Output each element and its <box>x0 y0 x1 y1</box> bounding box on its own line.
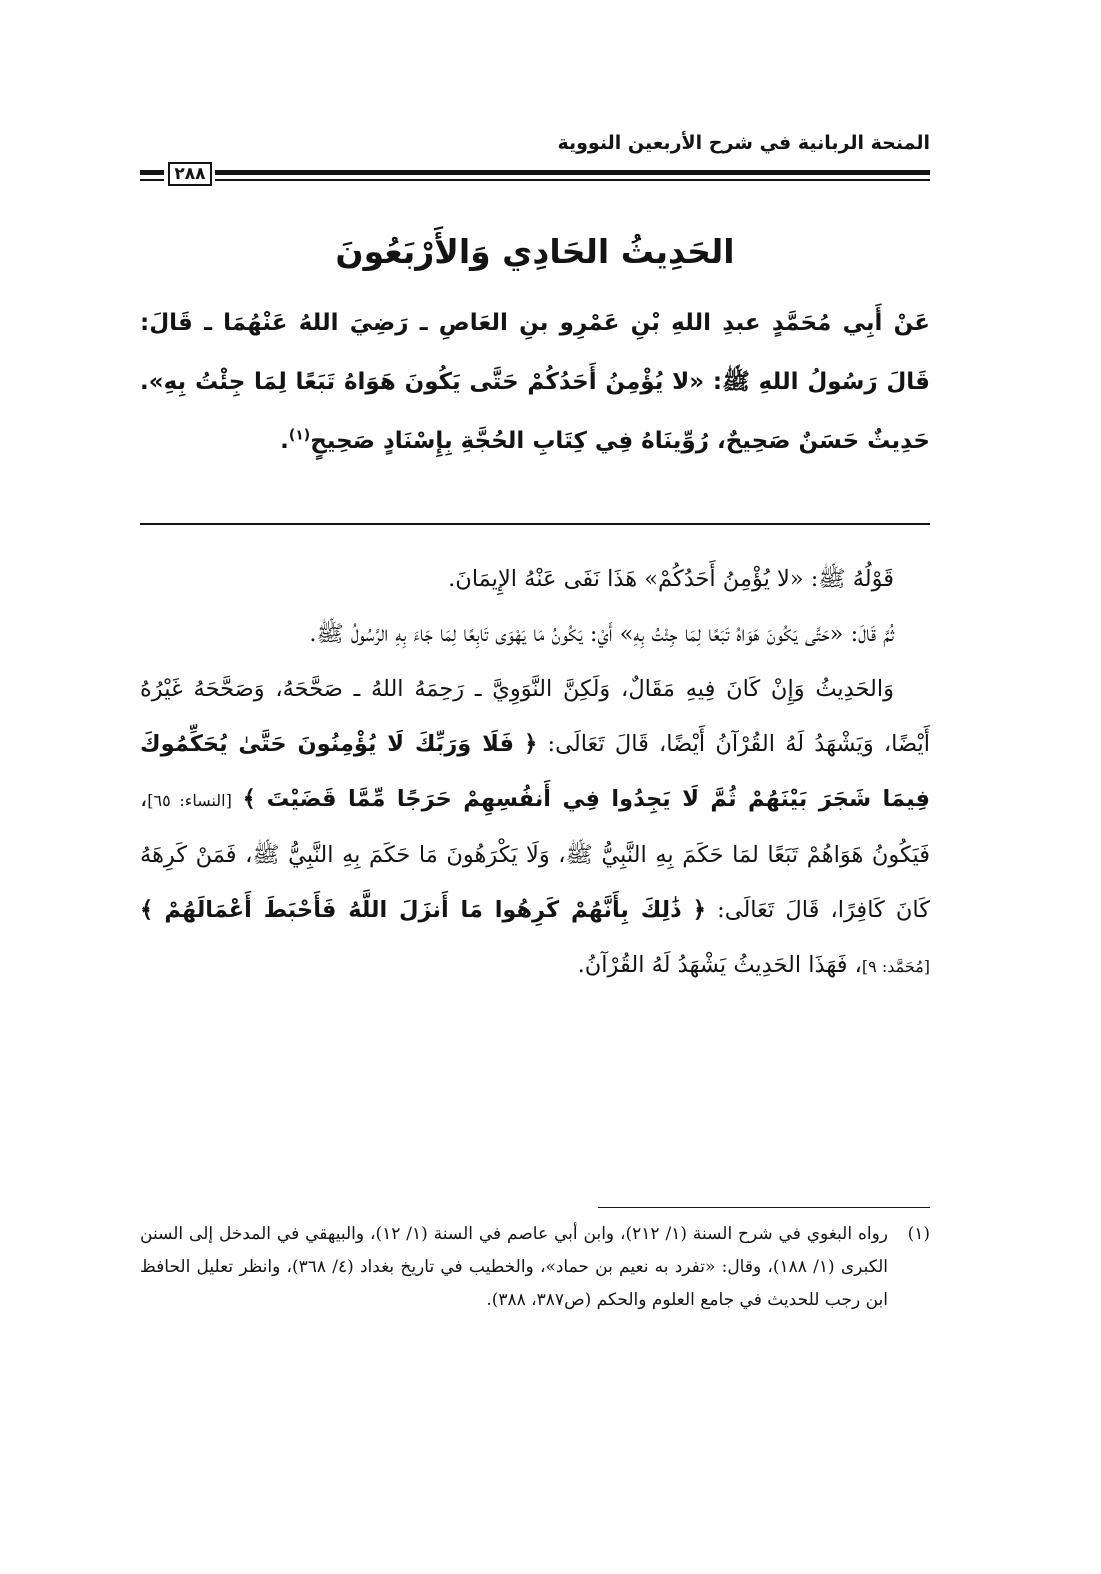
commentary <box>140 552 930 994</box>
verse-reference-1: [النساء: ٦٥] <box>147 791 232 810</box>
quran-bracket-open-1: ﴿ <box>524 731 538 757</box>
commentary-paragraph-2: ثُمَّ قَالَ: «حَتَّى يَكُونَ هَوَاهُ تَبَعًا لِمَا جِئْتُ بِهِ» أَيْ: يَكُونُ مَا يَهْوَى تَابِعًا لِمَا جَاءَ بِهِ الرَّسُولُ ﷺ. <box>309 621 894 647</box>
quran-verse-muhammad-9: ذَٰلِكَ بِأَنَّهُمْ كَرِهُوا مَا أَنزَلَ اللَّهُ فَأَحْبَطَ أَعْمَالَهُمْ <box>164 897 682 923</box>
header-rule-thick <box>215 170 930 175</box>
hadith-title: الحَدِيثُ الحَادِي وَالأَرْبَعُونَ <box>335 232 735 271</box>
footnote-separator <box>598 1207 930 1208</box>
header-rule-stub-thin <box>140 179 164 181</box>
commentary-text-3b: ، فَيَكُونُ هَوَاهُمْ تَبَعًا لمَا حَكَمَ بِهِ النَّبِيُّ ﷺ، وَلَا يَكْرَهُونَ مَا حَكَمَ بِهِ النَّبِيُّ ﷺ، فَمَنْ كَرِهَهُ كَانَ كَافِرًا، قَالَ تَعَالَى: <box>140 786 930 923</box>
footnote-1-text: رواه البغوي في شرح السنة (١/ ٢١٢)، وابن أبي عاصم في السنة (١/ ١٢)، والبيهقي في المدخل إلى السنن الكبرى (١/ ١٨٨)، وقال: «تفرد به نعيم بن حماد»، والخطيب في تاريخ بغداد (٤/ ٣٦٨)، وانظر تعليل الحافظ ابن رجب للحديث في جامع العلوم والحكم (ص٣٨٧، ٣٨٨). <box>140 1224 888 1310</box>
verse-reference-2: [مُحَمَّد: ٩] <box>861 957 930 976</box>
running-title: المنحة الربانية في شرح الأربعين النووية <box>557 132 930 154</box>
commentary-text-3c: ، فَهَذَا الحَدِيثُ يَشْهَدُ لَهُ القُرْآنُ. <box>577 952 862 978</box>
quran-bracket-close-2: ﴾ <box>140 897 154 923</box>
quran-bracket-open-2: ﴿ <box>692 897 706 923</box>
commentary-text-3a: وَالحَدِيثُ وَإِنْ كَانَ فِيهِ مَقَالٌ، وَلَكِنَّ النَّوَوِيَّ ـ رَحِمَهُ اللهُ ـ صَحَّحَهُ، وَصَحَّحَهُ غَيْرُهُ أَيْضًا، وَيَشْهَدُ لَهُ القُرْآنُ أَيْضًا، قَالَ تَعَالَى: <box>140 676 931 757</box>
footnote-1 <box>140 1218 930 1317</box>
footnotes <box>140 1218 930 1317</box>
hadith-matn-text: عَنْ أَبِي مُحَمَّدٍ عبدِ اللهِ بْنِ عَمْرِو بنِ العَاصِ ـ رَضِيَ اللهُ عَنْهُمَا ـ قَالَ: قَالَ رَسُولُ اللهِ ﷺ: «لا يُؤْمِنُ أَحَدُكُمْ حَتَّى يَكُونَ هَوَاهُ تَبَعًا لِمَا جِئْتُ بِهِ». حَدِيثٌ حَسَنٌ صَحِيحٌ، رُوِّينَاهُ فِي كِتَابِ الحُجَّةِ بِإِسْنَادٍ صَحِيحٍ <box>140 310 930 454</box>
footnote-marker-ref[interactable]: (١) <box>288 427 311 444</box>
quran-bracket-close-1: ﴾ <box>242 786 256 812</box>
footnote-1-marker: (١) <box>907 1224 930 1244</box>
quran-verse-nisa-65: فَلَا وَرَبِّكَ لَا يُؤْمِنُونَ حَتَّىٰ يُحَكِّمُوكَ فِيمَا شَجَرَ بَيْنَهُمْ ثُمَّ لَا يَجِدُوا فِي أَنفُسِهِمْ حَرَجًا مِّمَّا قَضَيْتَ <box>140 731 930 812</box>
header-rule-stub-thick <box>140 170 164 175</box>
page-number: ٢٨٨ <box>168 162 212 186</box>
matn-end-mark: . <box>280 428 289 454</box>
header-rule-thin <box>215 179 930 181</box>
commentary-paragraph-1: قَوْلُهُ ﷺ: «لا يُؤْمِنُ أَحَدُكُمْ» هَذَا نَفَى عَنْهُ الإِيمَانَ. <box>448 566 894 592</box>
commentary-paragraph-3 <box>140 662 930 994</box>
running-header <box>140 128 930 188</box>
hadith-matn <box>140 294 930 471</box>
section-divider <box>140 523 930 525</box>
